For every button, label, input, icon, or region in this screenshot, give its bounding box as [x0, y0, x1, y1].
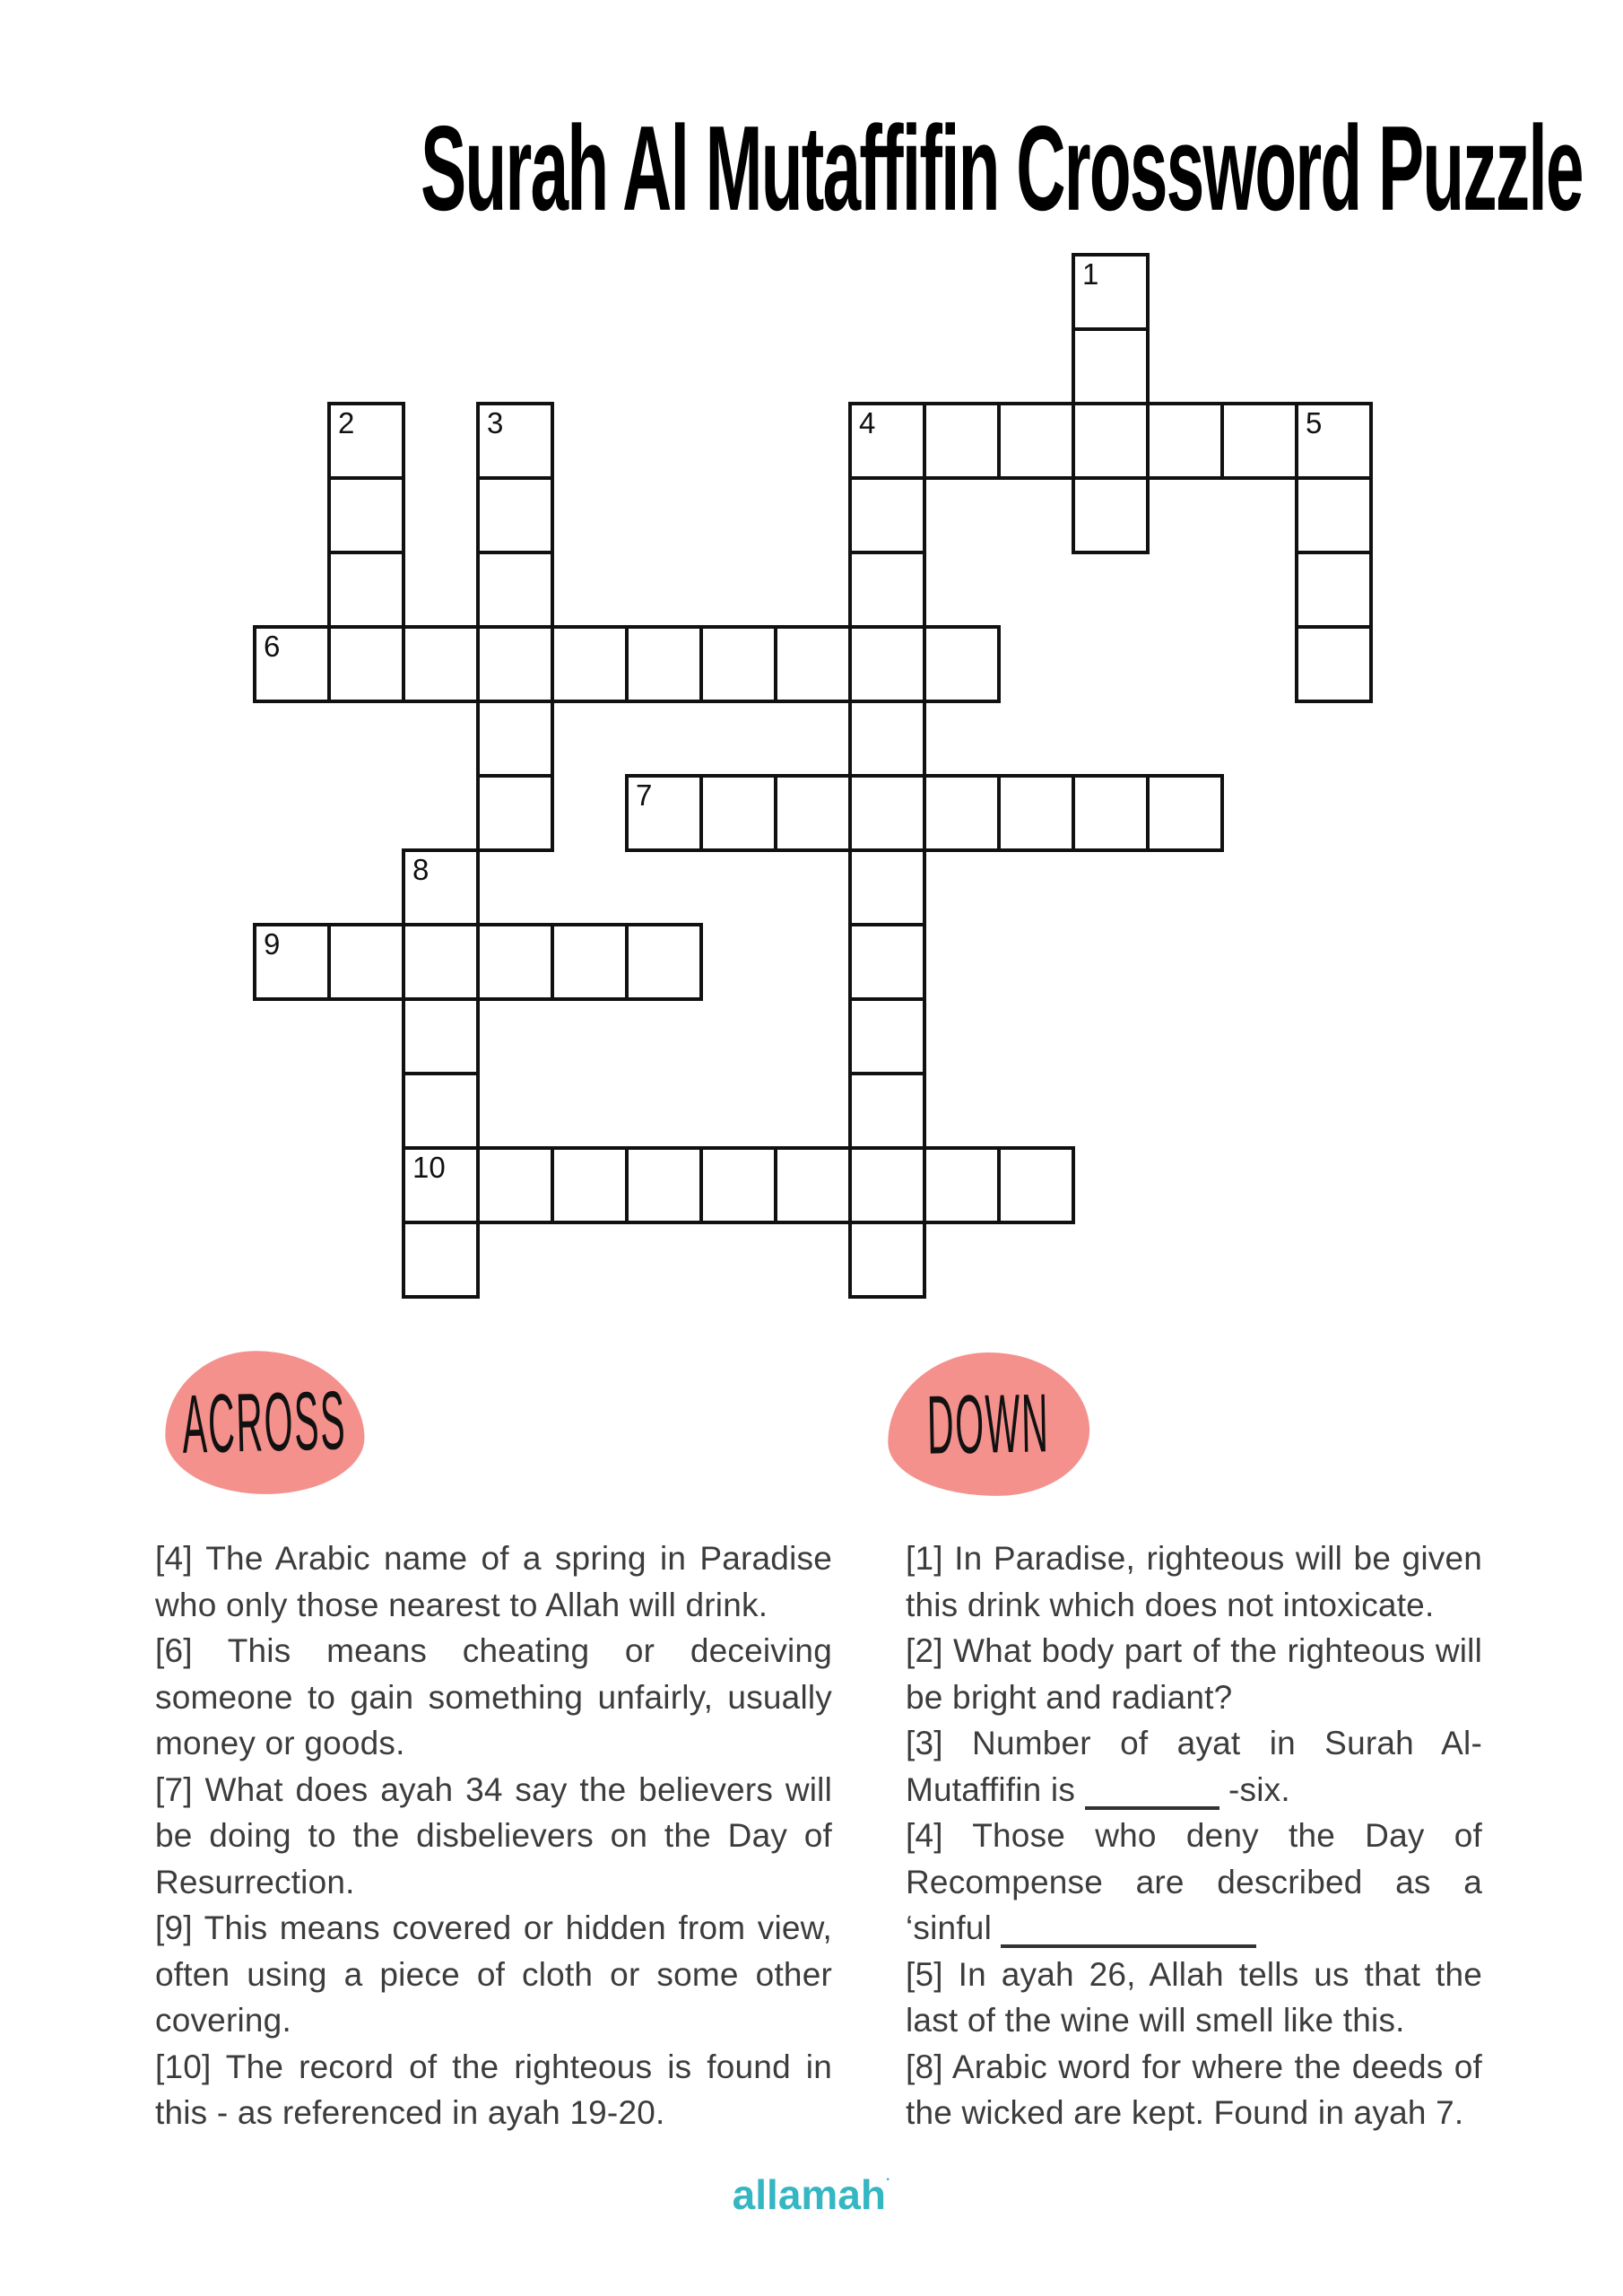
- clue: [155, 1767, 832, 1906]
- grid-cell[interactable]: [848, 1072, 926, 1150]
- cell-number: 9: [264, 927, 281, 961]
- cell-number: 5: [1306, 406, 1323, 439]
- across-badge: [163, 1348, 366, 1497]
- clue: [906, 2044, 1482, 2136]
- grid-cell[interactable]: [402, 923, 480, 1001]
- grid-cell[interactable]: [551, 923, 629, 1001]
- grid-cell[interactable]: [699, 625, 777, 703]
- grid-cell[interactable]: [253, 923, 331, 1001]
- logo-trademark: ·: [885, 2172, 891, 2187]
- grid-cell[interactable]: [476, 1146, 554, 1224]
- cell-number: 2: [338, 406, 355, 439]
- page-title: [0, 100, 1623, 236]
- clue-text: -six.: [1219, 1770, 1290, 1808]
- grid-cell[interactable]: [1295, 476, 1373, 554]
- grid-cell[interactable]: [402, 1146, 480, 1224]
- grid-cell[interactable]: [476, 625, 554, 703]
- grid-cell[interactable]: [476, 774, 554, 852]
- grid-cell[interactable]: [327, 923, 405, 1001]
- clue: [906, 1720, 1482, 1813]
- clue-number: [5]: [906, 1955, 959, 1993]
- clue-text: In ayah 26, Allah tells us that the last of the wine will smell like this.: [906, 1955, 1483, 2039]
- grid-cell[interactable]: [774, 774, 852, 852]
- grid-cell[interactable]: [848, 848, 926, 926]
- grid-cell[interactable]: [848, 700, 926, 778]
- clue: [155, 1535, 832, 1628]
- grid-cell[interactable]: [253, 625, 331, 703]
- grid-cell[interactable]: [997, 402, 1075, 480]
- grid-cell[interactable]: [1295, 551, 1373, 629]
- grid-cell[interactable]: [1295, 625, 1373, 703]
- cell-number: 4: [859, 406, 876, 439]
- clue-number: [4]: [155, 1540, 206, 1577]
- clue: [155, 1628, 832, 1767]
- grid-cell[interactable]: [327, 551, 405, 629]
- clue-number: [3]: [906, 1725, 973, 1761]
- crossword-grid: [253, 253, 1376, 1302]
- across-clues-list: [155, 1535, 832, 2136]
- grid-cell[interactable]: [327, 476, 405, 554]
- grid-cell[interactable]: [997, 1146, 1075, 1224]
- clue-number: [6]: [155, 1632, 228, 1669]
- grid-cell[interactable]: [1072, 253, 1150, 331]
- grid-cell[interactable]: [402, 997, 480, 1075]
- grid-cell[interactable]: [848, 774, 926, 852]
- grid-cell[interactable]: [774, 625, 852, 703]
- clue-text: Those who deny the Day of Recompense are described as a ‘sinful: [906, 1817, 1482, 1946]
- grid-cell[interactable]: [923, 774, 1001, 852]
- grid-cell[interactable]: [625, 923, 703, 1001]
- grid-cell[interactable]: [327, 625, 405, 703]
- cell-number: 8: [412, 853, 430, 886]
- grid-cell[interactable]: [1072, 476, 1150, 554]
- grid-cell[interactable]: [848, 402, 926, 480]
- clue: [155, 2044, 832, 2136]
- clue-text: The record of the righteous is found in this - as referenced in ayah 19-20.: [155, 2048, 832, 2131]
- grid-cell[interactable]: [1072, 402, 1150, 480]
- grid-cell[interactable]: [625, 774, 703, 852]
- grid-cell[interactable]: [402, 625, 480, 703]
- clue-text: This means covered or hidden from view, often using a piece of cloth or some other covering.: [155, 1909, 832, 2039]
- cell-number: 3: [487, 406, 504, 439]
- logo: [0, 2170, 1623, 2219]
- grid-cell[interactable]: [774, 1146, 852, 1224]
- grid-cell[interactable]: [551, 1146, 629, 1224]
- cell-number: 7: [636, 778, 653, 812]
- grid-cell[interactable]: [699, 1146, 777, 1224]
- grid-cell[interactable]: [923, 625, 1001, 703]
- down-badge-label: DOWN: [926, 1377, 1051, 1472]
- grid-cell[interactable]: [848, 997, 926, 1075]
- grid-cell[interactable]: [848, 1146, 926, 1224]
- grid-cell[interactable]: [997, 774, 1075, 852]
- clue-number: [7]: [155, 1770, 205, 1808]
- grid-cell[interactable]: [848, 476, 926, 554]
- clue-number: [4]: [906, 1817, 973, 1854]
- cell-number: 6: [264, 630, 281, 663]
- across-badge-label: ACROSS: [181, 1373, 348, 1472]
- clue-number: [1]: [906, 1540, 955, 1577]
- cell-number: 1: [1082, 257, 1099, 291]
- grid-cell[interactable]: [476, 923, 554, 1001]
- clue: [906, 1535, 1482, 1628]
- grid-cell[interactable]: [1146, 774, 1224, 852]
- clue-number: [9]: [155, 1909, 204, 1946]
- clue-number: [8]: [906, 2048, 952, 2085]
- clue-text: The Arabic name of a spring in Paradise who only those nearest to Allah will drink.: [155, 1540, 832, 1623]
- cell-number: 10: [412, 1151, 446, 1184]
- clue: [906, 1813, 1482, 1952]
- clue-blank: [1085, 1779, 1219, 1810]
- clue: [906, 1952, 1482, 2044]
- clue-text: What body part of the righteous will be bright and radiant?: [906, 1632, 1483, 1716]
- grid-cell[interactable]: [848, 1221, 926, 1299]
- grid-cell[interactable]: [1146, 402, 1224, 480]
- clue-text: Number of ayat in Surah Al-Mutaffifin is: [906, 1725, 1482, 1808]
- logo-text: allamah: [732, 2171, 886, 2218]
- grid-cell[interactable]: [402, 848, 480, 926]
- grid-cell[interactable]: [923, 1146, 1001, 1224]
- grid-cell[interactable]: [327, 402, 405, 480]
- clue: [906, 1628, 1482, 1720]
- clue-text: What does ayah 34 say the believers will be doing to the disbelievers on the Day of Resurrection.: [155, 1770, 832, 1900]
- clue-text: This means cheating or deceiving someone to gain something unfairly, usually money or goods.: [155, 1632, 832, 1761]
- page-title-text: Surah Al Mutaffifin Crossword Puzzle: [421, 100, 1583, 236]
- grid-cell[interactable]: [402, 1221, 480, 1299]
- down-badge: [887, 1351, 1091, 1498]
- grid-cell[interactable]: [476, 700, 554, 778]
- clue-text: In Paradise, righteous will be given this drink which does not intoxicate.: [906, 1540, 1482, 1623]
- grid-cell[interactable]: [476, 551, 554, 629]
- grid-cell[interactable]: [923, 402, 1001, 480]
- clue-text: Arabic word for where the deeds of the wicked are kept. Found in ayah 7.: [906, 2048, 1482, 2131]
- clue-number: [2]: [906, 1632, 954, 1669]
- clue-number: [10]: [155, 2048, 226, 2085]
- grid-cell[interactable]: [1072, 327, 1150, 405]
- grid-cell[interactable]: [625, 1146, 703, 1224]
- down-clues-list: [906, 1535, 1482, 2136]
- grid-cell[interactable]: [1295, 402, 1373, 480]
- grid-cell[interactable]: [476, 476, 554, 554]
- grid-cell[interactable]: [402, 1072, 480, 1150]
- grid-cell[interactable]: [699, 774, 777, 852]
- grid-cell[interactable]: [848, 923, 926, 1001]
- grid-cell[interactable]: [551, 625, 629, 703]
- grid-cell[interactable]: [476, 402, 554, 480]
- grid-cell[interactable]: [1072, 774, 1150, 852]
- grid-cell[interactable]: [625, 625, 703, 703]
- clue-blank: [1001, 1918, 1256, 1948]
- grid-cell[interactable]: [848, 551, 926, 629]
- clue: [155, 1905, 832, 2044]
- grid-cell[interactable]: [1220, 402, 1298, 480]
- grid-cell[interactable]: [848, 625, 926, 703]
